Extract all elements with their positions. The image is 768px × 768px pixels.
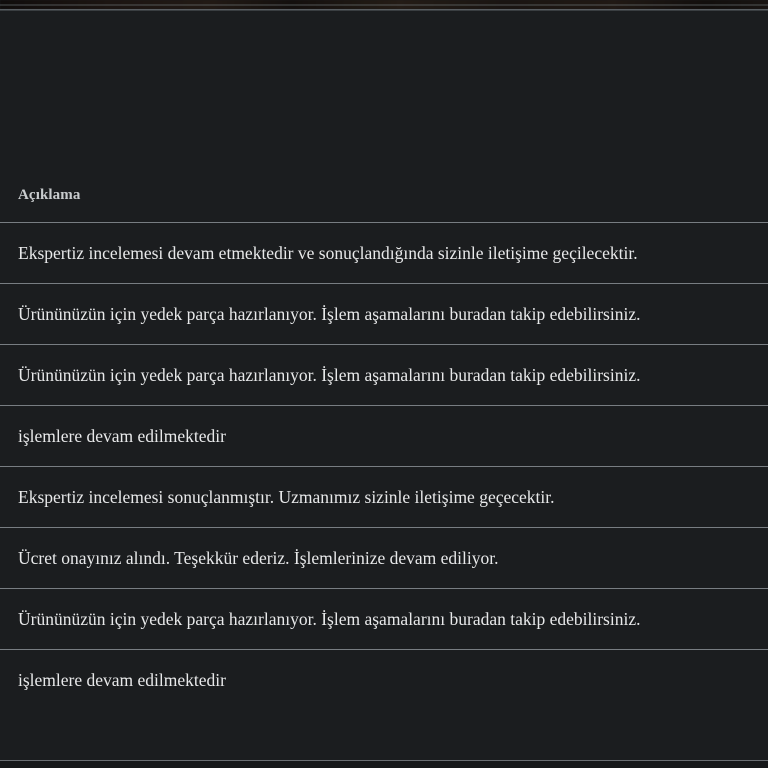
table-row[interactable] bbox=[0, 650, 768, 710]
row-description: Ürününüzün için yedek parça hazırlanıyor. İşlem aşamalarını buradan takip edebilirsiniz. bbox=[18, 365, 641, 385]
row-description: Ücret onayınız alındı. Teşekkür ederiz. İşlemlerinize devam ediliyor. bbox=[18, 548, 499, 568]
table-header-row bbox=[0, 11, 768, 222]
row-description: Ekspertiz incelemesi sonuçlanmıştır. Uzmanımız sizinle iletişime geçecektir. bbox=[18, 487, 555, 507]
row-description: Ürününüzün için yedek parça hazırlanıyor. İşlem aşamalarını buradan takip edebilirsiniz. bbox=[18, 304, 641, 324]
table-row[interactable] bbox=[0, 223, 768, 283]
status-history-table bbox=[0, 11, 768, 768]
table-row[interactable] bbox=[0, 406, 768, 466]
row-description: işlemlere devam edilmektedir bbox=[18, 426, 226, 446]
table-row[interactable] bbox=[0, 528, 768, 588]
table-row[interactable] bbox=[0, 589, 768, 649]
table-row[interactable] bbox=[0, 345, 768, 405]
row-description: Ekspertiz incelemesi devam etmektedir ve sonuçlandığında sizinle iletişime geçilecektir. bbox=[18, 243, 638, 263]
row-description: işlemlere devam edilmektedir bbox=[18, 670, 226, 690]
table-row[interactable] bbox=[0, 284, 768, 344]
table-row[interactable] bbox=[0, 467, 768, 527]
top-app-bar-sheen bbox=[0, 4, 768, 6]
row-description: Ürününüzün için yedek parça hazırlanıyor. İşlem aşamalarını buradan takip edebilirsiniz. bbox=[18, 609, 641, 629]
bottom-edge-fill bbox=[0, 761, 768, 768]
column-header-aciklama: Açıklama bbox=[18, 187, 81, 203]
